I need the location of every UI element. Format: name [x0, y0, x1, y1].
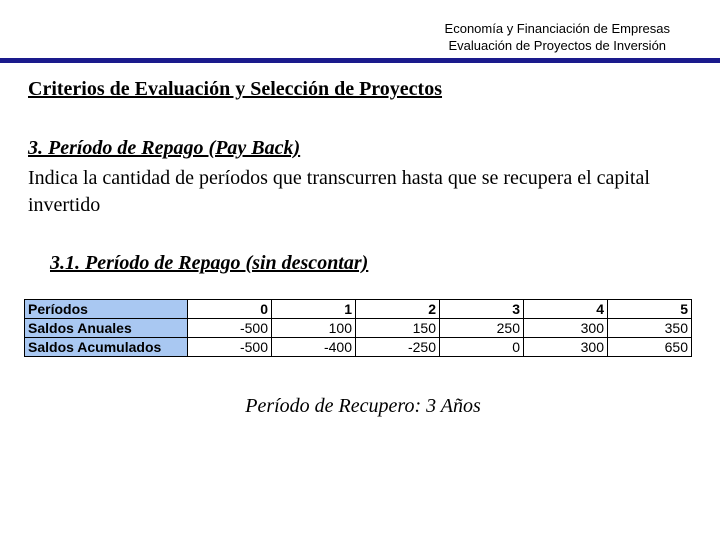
table-cell: 300: [524, 338, 608, 357]
table-cell: 150: [356, 319, 440, 338]
table-cell: 2: [356, 300, 440, 319]
table-cell: 5: [608, 300, 692, 319]
header-line-1: Economía y Financiación de Empresas: [444, 21, 670, 36]
table-cell: -500: [188, 319, 272, 338]
table-cell: 650: [608, 338, 692, 357]
table-cell: 350: [608, 319, 692, 338]
section-description: Indica la cantidad de períodos que transcurren hasta que se recupera el capital invertido: [28, 167, 650, 216]
table-cell: 3: [440, 300, 524, 319]
table-row: [25, 300, 692, 319]
table-cell: 0: [188, 300, 272, 319]
table-cell: 1: [272, 300, 356, 319]
payback-table: [24, 299, 692, 357]
row-label: Saldos Anuales: [25, 319, 188, 338]
header-block: [445, 20, 670, 54]
table-row: [25, 319, 692, 338]
table-cell: 300: [524, 319, 608, 338]
header-rule: [0, 58, 720, 63]
table-cell: -400: [272, 338, 356, 357]
sub-heading: 3.1. Período de Repago (sin descontar): [50, 252, 369, 274]
section-heading: 3. Período de Repago (Pay Back): [28, 137, 301, 159]
row-label: Saldos Acumulados: [25, 338, 188, 357]
table-cell: -500: [188, 338, 272, 357]
row-label: Períodos: [25, 300, 188, 319]
table-cell: 250: [440, 319, 524, 338]
table-cell: 100: [272, 319, 356, 338]
slide-title: Criterios de Evaluación y Selección de Proyectos: [28, 78, 443, 100]
table-cell: 4: [524, 300, 608, 319]
table-cell: -250: [356, 338, 440, 357]
table-cell: 0: [440, 338, 524, 357]
recovery-period-text: Período de Recupero: 3 Años: [245, 395, 481, 417]
header-line-2: Evaluación de Proyectos de Inversión: [448, 38, 667, 53]
table-row: [25, 338, 692, 357]
